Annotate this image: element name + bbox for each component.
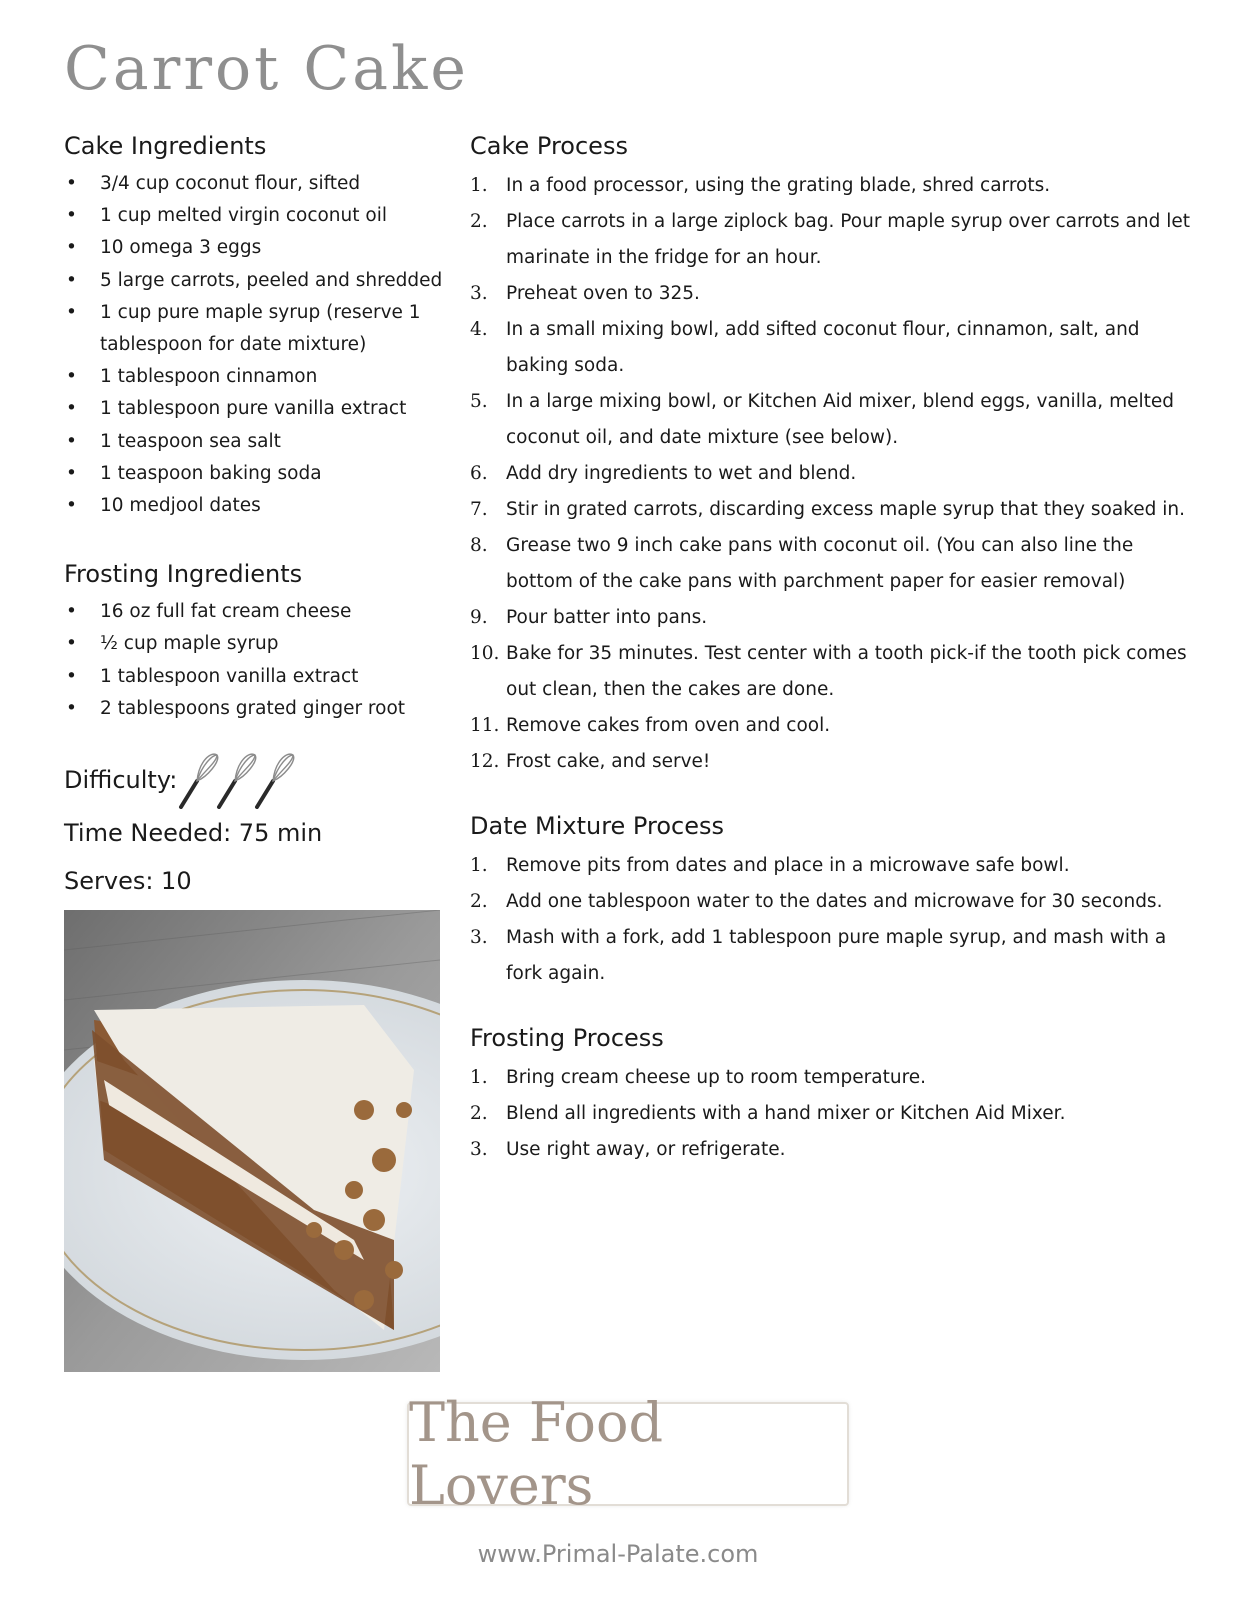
step-item: [470, 312, 1200, 384]
step-text: Remove pits from dates and place in a microwave safe bowl.: [506, 855, 1070, 876]
step-item: [470, 848, 1200, 884]
frosting-process-list: [470, 1060, 1200, 1168]
step-text: In a food processor, using the grating blade, shred carrots.: [506, 175, 1051, 196]
step-item: [470, 492, 1200, 528]
food-lovers-logo: [407, 1391, 849, 1517]
step-item: [470, 1096, 1200, 1132]
step-text: Preheat oven to 325.: [506, 283, 700, 304]
frosting-ingredients-heading: Frosting Ingredients: [64, 560, 303, 589]
whisk-icon: [253, 751, 297, 809]
step-number: 1.: [470, 855, 488, 876]
frosting-process-heading: Frosting Process: [470, 1024, 664, 1052]
step-item: [470, 456, 1200, 492]
step-text: Mash with a fork, add 1 tablespoon pure maple syrup, and mash with a fork again.: [506, 927, 1167, 984]
step-text: Bring cream cheese up to room temperature.: [506, 1067, 927, 1088]
list-item: • 1 tablespoon cinnamon: [64, 361, 444, 393]
difficulty-rating: [183, 751, 297, 809]
step-item: [470, 920, 1200, 992]
step-number: 6.: [470, 463, 488, 484]
right-column: [470, 132, 1200, 1168]
cake-ingredients-list: [64, 168, 444, 522]
step-text: Add dry ingredients to wet and blend.: [506, 463, 857, 484]
cake-photo: [64, 910, 440, 1372]
step-number: 12.: [470, 751, 500, 772]
list-item: • 1 tablespoon pure vanilla extract: [64, 393, 444, 425]
step-number: 1.: [470, 175, 488, 196]
list-item: • 3/4 cup coconut flour, sifted: [64, 168, 444, 200]
step-text: Pour batter into pans.: [506, 607, 708, 628]
step-text: In a large mixing bowl, or Kitchen Aid mixer, blend eggs, vanilla, melted coconut oil, and date mixture (see below).: [506, 391, 1174, 448]
step-item: [470, 204, 1200, 276]
step-item: [470, 528, 1200, 600]
list-item: • 1 teaspoon baking soda: [64, 458, 444, 490]
step-item: [470, 276, 1200, 312]
step-text: Remove cakes from oven and cool.: [506, 715, 831, 736]
step-text: Add one tablespoon water to the dates and microwave for 30 seconds.: [506, 891, 1163, 912]
step-text: Stir in grated carrots, discarding excess maple syrup that they soaked in.: [506, 499, 1185, 520]
step-number: 2.: [470, 891, 488, 912]
step-number: 3.: [470, 1139, 488, 1160]
frosting-ingredients-list: [64, 596, 444, 725]
list-item: • ½ cup maple syrup: [64, 628, 444, 660]
cake-process-heading: Cake Process: [470, 132, 628, 160]
step-item: [470, 708, 1200, 744]
page-title: Carrot Cake: [64, 34, 469, 104]
step-text: Place carrots in a large ziplock bag. Pour maple syrup over carrots and let marinate in the fridge for an hour.: [506, 211, 1191, 268]
step-item: [470, 1132, 1200, 1168]
step-item: [470, 884, 1200, 920]
list-item: • 10 omega 3 eggs: [64, 232, 444, 264]
step-text: In a small mixing bowl, add sifted coconut flour, cinnamon, salt, and baking soda.: [506, 319, 1140, 376]
date-process-list: [470, 848, 1200, 992]
list-item: • 1 tablespoon vanilla extract: [64, 661, 444, 693]
list-item: • 1 cup melted virgin coconut oil: [64, 200, 444, 232]
cake-process-list: [470, 168, 1200, 780]
step-item: [470, 636, 1200, 708]
step-text: Grease two 9 inch cake pans with coconut oil. (You can also line the bottom of the cake pans with parchment paper for easier removal): [506, 535, 1134, 592]
step-number: 3.: [470, 927, 488, 948]
step-number: 8.: [470, 535, 488, 556]
step-item: [470, 744, 1200, 780]
difficulty-row: [64, 751, 444, 809]
cake-ingredients-heading: Cake Ingredients: [64, 132, 267, 160]
step-number: 3.: [470, 283, 488, 304]
step-number: 5.: [470, 391, 488, 412]
step-item: [470, 1060, 1200, 1096]
step-text: Bake for 35 minutes. Test center with a tooth pick-if the tooth pick comes out clean, then the cakes are done.: [506, 643, 1187, 700]
list-item: • 1 teaspoon sea salt: [64, 426, 444, 458]
step-number: 9.: [470, 607, 488, 628]
step-number: 7.: [470, 499, 488, 520]
list-item: • 5 large carrots, peeled and shredded: [64, 265, 444, 297]
serves: Serves: 10: [64, 867, 192, 896]
step-number: 4.: [470, 319, 488, 340]
list-item: • 10 medjool dates: [64, 490, 444, 522]
step-text: Blend all ingredients with a hand mixer or Kitchen Aid Mixer.: [506, 1103, 1066, 1124]
step-item: [470, 384, 1200, 456]
list-item: • 2 tablespoons grated ginger root: [64, 693, 444, 725]
logo-text: The Food Lovers: [409, 1391, 664, 1517]
difficulty-label: Difficulty:: [64, 766, 178, 795]
step-item: [470, 600, 1200, 636]
step-number: 2.: [470, 211, 488, 232]
step-number: 2.: [470, 1103, 488, 1124]
left-column: [64, 132, 444, 905]
step-number: 10.: [470, 643, 500, 664]
step-text: Frost cake, and serve!: [506, 751, 711, 772]
website-url[interactable]: www.Primal-Palate.com: [477, 1540, 759, 1568]
step-text: Use right away, or refrigerate.: [506, 1139, 786, 1160]
time-needed: Time Needed: 75 min: [64, 819, 323, 848]
list-item: • 1 cup pure maple syrup (reserve 1 tablespoon for date mixture): [64, 297, 444, 361]
step-number: 1.: [470, 1067, 488, 1088]
date-process-heading: Date Mixture Process: [470, 812, 724, 840]
list-item: • 16 oz full fat cream cheese: [64, 596, 444, 628]
step-number: 11.: [470, 715, 500, 736]
step-item: [470, 168, 1200, 204]
